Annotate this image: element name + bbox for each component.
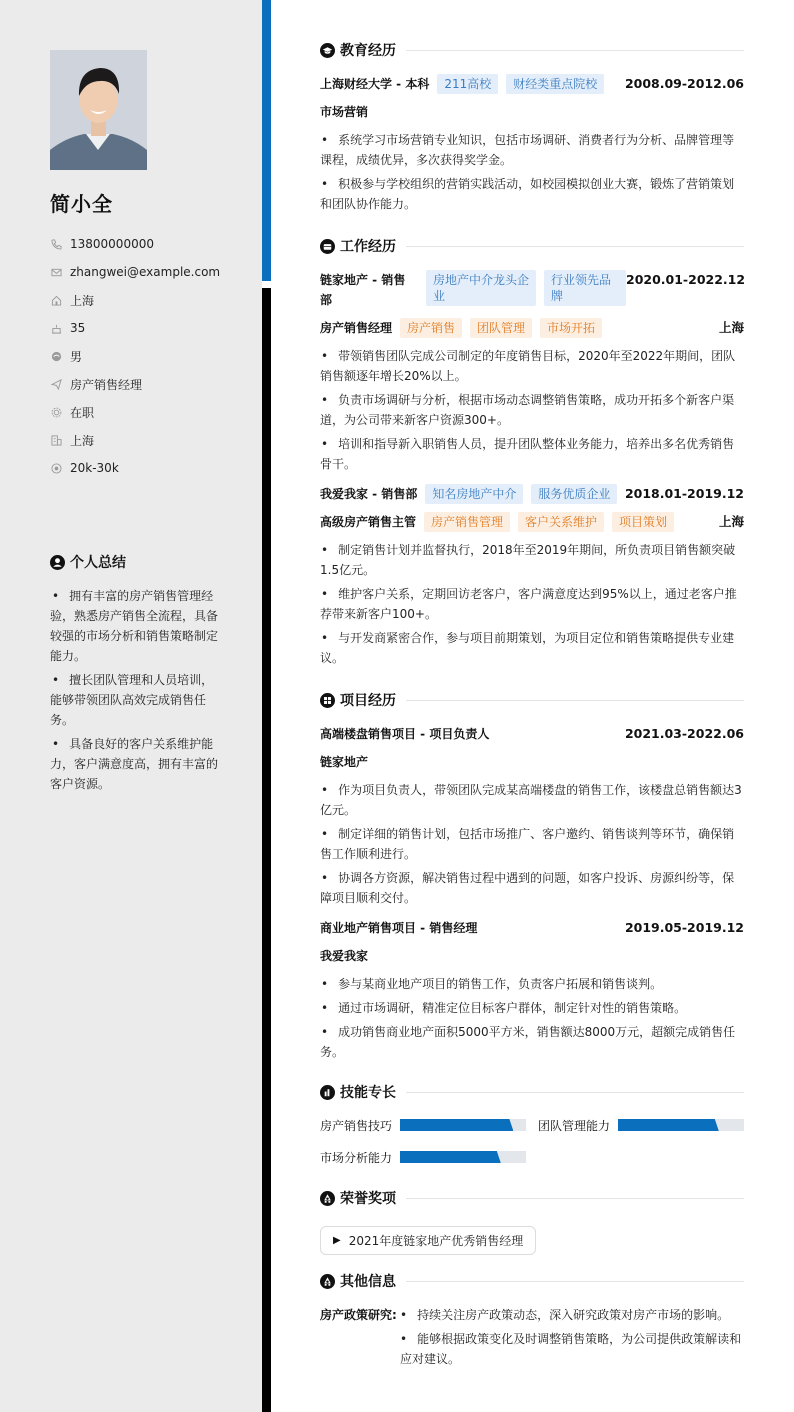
building-icon — [50, 434, 62, 446]
section-heading — [320, 1080, 744, 1104]
accent-bar-black — [262, 288, 271, 1412]
project-bullet: • 协调各方资源，解决销售过程中遇到的问题，如客户投诉、房源纠纷等，保障项目顺利交付。 — [320, 868, 744, 908]
section-awards — [320, 1186, 744, 1255]
education-bullet: • 积极参与学校组织的营销实践活动，如校园模拟创业大赛，锻炼了营销策划和团队协作能力。 — [320, 174, 744, 214]
salary-icon — [50, 462, 62, 474]
section-heading — [320, 688, 744, 712]
summary-item: • 具备良好的客户关系维护能力，客户满意度高，拥有丰富的客户资源。 — [50, 734, 218, 794]
work-bullet: • 培训和指导新入职销售人员，提升团队整体业务能力，培养出多名优秀销售骨干。 — [320, 434, 744, 474]
info-salary — [50, 454, 220, 482]
skill-bar — [400, 1151, 526, 1163]
section-title: 教育经历 — [340, 43, 396, 59]
project-name: 高端楼盘销售项目 - 项目负责人 — [320, 727, 490, 741]
skill-bar-fill — [400, 1151, 501, 1163]
project-bullet: • 成功销售商业地产面积5000平方米，销售额达8000万元，超额完成销售任务。 — [320, 1022, 744, 1062]
phone-icon — [50, 238, 62, 250]
skill-label: 房产销售技巧 — [320, 1118, 393, 1133]
work-bullet: • 维护客户关系，定期回访老客户，客户满意度达到95%以上，通过老客户推荐带来新客户100+。 — [320, 584, 744, 624]
skill-tag: 团队管理 — [470, 318, 532, 338]
company-tag: 房地产中介龙头企业 — [426, 270, 536, 306]
project-bullet: • 制定详细的销售计划，包括市场推广、客户邀约、销售谈判等环节，确保销售工作顺利进行。 — [320, 824, 744, 864]
school-tag: 211高校 — [437, 74, 498, 94]
home-icon — [50, 294, 62, 306]
info-job-value: 房产销售经理 — [70, 377, 143, 392]
section-work — [320, 234, 744, 668]
company-tag: 行业领先品牌 — [544, 270, 626, 306]
skill-tag: 客户关系维护 — [518, 512, 604, 532]
position: 高级房产销售主管 — [320, 515, 417, 529]
divider — [406, 1281, 744, 1282]
info-phone-value: 13800000000 — [70, 237, 154, 251]
project-entry — [320, 724, 744, 908]
company-name: 我爱我家 - 销售部 — [320, 487, 418, 501]
divider — [406, 1198, 744, 1199]
info-age-value: 35 — [70, 321, 86, 335]
school-name: 上海财经大学 - 本科 — [320, 77, 430, 91]
other-bullet: • 持续关注房产政策动态，深入研究政策对房产市场的影响。 — [400, 1305, 744, 1325]
work-entry — [320, 270, 744, 474]
work-bullet: • 制定销售计划并监督执行，2018年至2019年期间，所负责项目销售额突破1.5亿元。 — [320, 540, 744, 580]
gender-icon — [50, 350, 62, 362]
info-city-value: 上海 — [70, 293, 95, 308]
info-salary-value: 20k-30k — [70, 461, 119, 475]
graduation-cap-icon — [320, 43, 335, 58]
work-date: 2018.01-2019.12 — [624, 486, 744, 501]
project-bullet: • 参与某商业地产项目的销售工作，负责客户拓展和销售谈判。 — [320, 974, 744, 994]
info-phone — [50, 230, 220, 258]
info-status-value: 在职 — [70, 405, 95, 420]
work-bullet: • 与开发商紧密合作，参与项目前期策划，为项目定位和销售策略提供专业建议。 — [320, 628, 744, 668]
award-item[interactable] — [320, 1226, 536, 1255]
other-bullet: • 能够根据政策变化及时调整销售策略，为公司提供政策解读和应对建议。 — [318, 1329, 744, 1369]
skill-bar-fill — [618, 1119, 719, 1131]
skill-tag: 项目策划 — [612, 512, 674, 532]
section-title: 荣誉奖项 — [340, 1191, 396, 1207]
project-bullet: • 通过市场调研，精准定位目标客户群体，制定针对性的销售策略。 — [320, 998, 744, 1018]
age-icon — [50, 322, 62, 334]
divider — [406, 246, 744, 247]
info-gender-value: 男 — [70, 349, 83, 364]
other-label: 房产政策研究: — [320, 1308, 397, 1322]
work-bullet: • 负责市场调研与分析，根据市场动态调整销售策略，成功开拓多个新客户渠道，为公司带来新客户资源300+。 — [320, 390, 744, 430]
section-title: 其他信息 — [340, 1274, 396, 1290]
info-email — [50, 258, 220, 286]
info-location — [50, 426, 220, 454]
work-date: 2020.01-2022.12 — [626, 272, 746, 287]
work-location: 上海 — [718, 320, 744, 335]
divider — [406, 50, 744, 51]
info-age — [50, 314, 220, 342]
skill-bar — [618, 1119, 744, 1131]
summary-heading — [50, 552, 218, 572]
award-label: 2021年度链家地产优秀销售经理 — [348, 1234, 524, 1248]
summary-item: • 拥有丰富的房产销售管理经验，熟悉房产销售全流程，具备较强的市场分析和销售策略制定能力。 — [50, 586, 218, 666]
company-tag: 知名房地产中介 — [425, 484, 523, 504]
section-other — [320, 1269, 744, 1373]
briefcase-icon — [320, 239, 335, 254]
skill-tag: 房产销售 — [400, 318, 462, 338]
skill-tag: 市场开拓 — [540, 318, 602, 338]
info-gender — [50, 342, 220, 370]
section-skills — [320, 1080, 744, 1166]
divider — [406, 1092, 744, 1093]
skill-item — [320, 1148, 526, 1166]
section-heading — [320, 234, 744, 258]
candidate-name: 简小全 — [50, 192, 113, 216]
info-icon — [320, 1274, 335, 1289]
section-heading — [320, 1269, 744, 1293]
email-icon — [50, 266, 62, 278]
accent-bar-blue — [262, 0, 271, 281]
section-education — [320, 38, 744, 214]
section-heading — [320, 1186, 744, 1210]
avatar-icon — [50, 50, 147, 170]
divider — [406, 700, 744, 701]
info-job — [50, 370, 220, 398]
info-city — [50, 286, 220, 314]
education-bullet: • 系统学习市场营销专业知识，包括市场调研、消费者行为分析、品牌管理等课程，成绩优异，多次获得奖学金。 — [320, 130, 744, 170]
project-date: 2021.03-2022.06 — [624, 726, 744, 741]
skill-item — [538, 1116, 744, 1134]
position: 房产销售经理 — [320, 321, 393, 335]
skill-bar — [400, 1119, 526, 1131]
major: 市场营销 — [320, 105, 369, 119]
info-status — [50, 398, 220, 426]
company-name: 链家地产 - 销售部 — [320, 273, 406, 307]
project-org: 我爱我家 — [320, 949, 369, 963]
project-date: 2019.05-2019.12 — [624, 920, 744, 935]
company-tag: 服务优质企业 — [531, 484, 617, 504]
info-email-value: zhangwei@example.com — [70, 265, 221, 279]
project-org: 链家地产 — [320, 755, 369, 769]
skill-item — [320, 1116, 526, 1134]
skill-bar-fill — [400, 1119, 513, 1131]
section-heading — [320, 38, 744, 62]
main-content — [320, 38, 744, 1387]
personal-summary — [50, 552, 218, 798]
section-title: 技能专长 — [340, 1085, 396, 1101]
triangle-right-icon: ▶ — [333, 1235, 341, 1246]
skill-tag: 房产销售管理 — [424, 512, 510, 532]
grid-icon — [320, 693, 335, 708]
summary-item: • 擅长团队管理和人员培训，能够带领团队高效完成销售任务。 — [50, 670, 218, 730]
work-location: 上海 — [718, 514, 744, 529]
user-circle-icon — [50, 555, 65, 570]
summary-title: 个人总结 — [70, 555, 126, 571]
info-location-value: 上海 — [70, 433, 95, 448]
status-icon — [50, 406, 62, 418]
section-projects — [320, 688, 744, 1062]
job-icon — [50, 378, 62, 390]
section-title: 项目经历 — [340, 693, 396, 709]
project-bullet: • 作为项目负责人，带领团队完成某高端楼盘的销售工作，该楼盘总销售额达3亿元。 — [320, 780, 744, 820]
work-entry — [320, 484, 744, 668]
section-title: 工作经历 — [340, 239, 396, 255]
work-bullet: • 带领销售团队完成公司制定的年度销售目标，2020年至2022年期间，团队销售额逐年增长20%以上。 — [320, 346, 744, 386]
education-entry — [320, 74, 744, 214]
school-tag: 财经类重点院校 — [506, 74, 604, 94]
project-entry — [320, 918, 744, 1062]
award-icon — [320, 1191, 335, 1206]
contact-info-list — [50, 230, 220, 482]
profile-photo — [50, 50, 147, 170]
project-name: 商业地产销售项目 - 销售经理 — [320, 921, 478, 935]
skill-label: 市场分析能力 — [320, 1150, 393, 1165]
other-info-row — [320, 1305, 744, 1373]
bar-chart-icon — [320, 1085, 335, 1100]
skill-label: 团队管理能力 — [538, 1118, 611, 1133]
education-date: 2008.09-2012.06 — [624, 76, 744, 91]
